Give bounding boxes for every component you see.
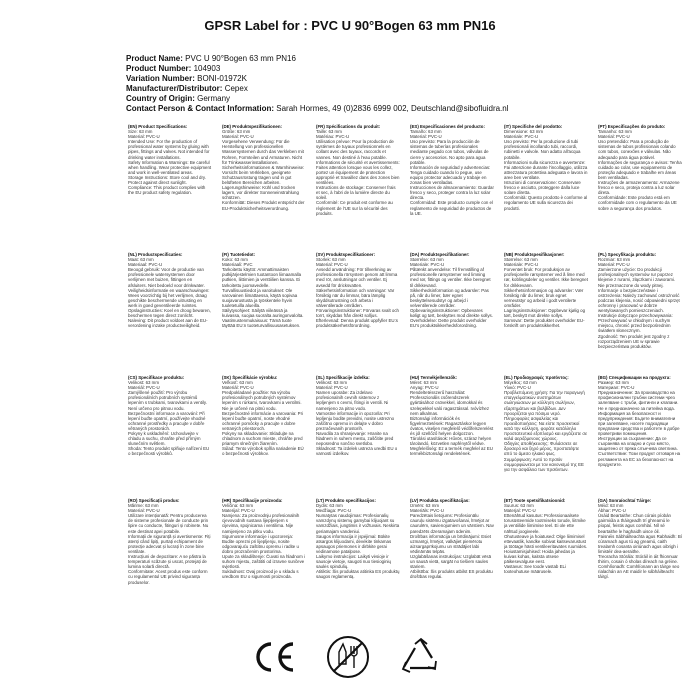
spec-line: Size: 63 mm [128,129,153,135]
spec-line: Namen uporabe: Za izdelavo profesionalnih cevnih sistemov z lepljenjem s cevmi, fitingi in ventili. Ni namenjeno za pitno vodo. [316,390,389,411]
spec-line: Bezpečnostné informácie a varovania: Pri lepení buďte opatrní, noste vhodné ochranné pomôcky a pracujte v dobre vetraných priestoroch. [222,410,304,431]
product-info [126,54,666,115]
spec-line: Opbevaringsinstruktioner: Opbevares køligt og tørt, beskyttes mod direkte sollys. [410,308,493,319]
spec-line: Lagringsinstruksjoner: Oppbevar kjølig og tørt, beskytt mot direkte sollys. [504,308,586,319]
spec-line: Matériau: PVC-U [316,134,350,140]
spec-section-header: (EN) Product Specifications: [128,124,188,129]
spec-line: Materijal: PVC-U [222,508,255,514]
spec-line: Material: PVC-U [222,134,254,140]
spec-line: Paredzētais lietojums: Profesionālu cauruļu sistēmu izgatavošanai, līmējot ar caurulēm, savienojumiem un vārstiem. Nav paredzēts dzeramajam ūdenim. [410,513,494,534]
spec-line: Treoracha Stórála: Stóráil in áit fhionnuar thirim, cosain ó sholas díreach na gréine. [598,554,679,565]
spec-section [128,124,212,248]
spec-line: Säkerhetsinformation och varningar: Var försiktig när du limmar, bära lämplig skyddsutrustning och arbeta i välventilerade områden. [316,287,395,308]
spec-line: Úsáid Beartaithe: Chun córais píobán gairmiúla a tháirgeadh trí ghreamú le píopaí, feistis agus comhlaí. Níl sé beartaithe le haghaidh uisce óil. [598,513,671,534]
spec-line: Размер: 63 mm [598,380,629,386]
spec-line: Säilytysohjeet: Säilytä viileässä ja kuivassa, suojaa suoralta auringonvalolta. [222,308,304,319]
spec-line: Sukladnost: Ovaj proizvod je u skladu s uredbom EU o sigurnosti proizvoda. [222,569,299,580]
spec-line: Laikymo instrukcijos: Laikyti vėsioje ir sausoje vietoje, saugoti nuo tiesioginių saulės spindulių. [316,554,391,570]
spec-line: Veľkosť: 63 mm [222,380,253,386]
spec-line: Mărime: 63 mm [128,503,159,509]
not-food-safe-icon [323,634,373,680]
spec-section-header: (HR) Specifikacije proizvoda: [222,498,283,503]
spec-line: Conformidade: Este produto está em conformidade com o regulamento da UE sobre a segurança dos produtos. [598,195,677,211]
spec-section-header: (SK) Špecifikácie výrobku: [222,375,278,380]
spec-line: Instrucciones de almacenamiento: Guardar fresco y seco, proteger contra la luz solar directa. [410,185,494,201]
spec-section-header: (ES) Especificaciones del producto: [410,124,485,129]
spec-line: Efterlevnad: Denna produkt uppfyller EU:s produktsäkerhetsförordning. [316,318,399,329]
recycling-icon [396,634,446,680]
spec-line: Uso previsto: Per la produzione di tubi professionali incollando tubi, raccordi, rubinetti e valvole. Non adatto all'acqua potabile. [504,139,581,160]
spec-line: Предназначение: За производство на професионални тръбни системи чрез залепване с тръби, фитинги и клапани. Не е предназначено за питейна вода. [598,390,679,411]
spec-line: Shoda: Tento produkt splňuje nařízení EU o bezpečnosti výrobků. [128,446,210,457]
spec-line: Sikkerhetsinformasjon og advarsler: Vær forsiktig når du limer, bruk egnet verneutstyr og arbeid i godt ventilerte områder. [504,287,584,308]
spec-line: Samsvar: Dette produktet overholder EU-forskrift om produktsikkerhet. [504,318,585,329]
spec-line: Storage Instructions: Store cool and dry. Protect against direct sunlight. [128,174,207,186]
product-info-value: BONI-01972K [197,74,247,84]
product-info-row [126,64,666,74]
spec-section [504,124,588,248]
spec-section [316,375,400,494]
spec-line: Zamýšlené použití: Pro výrobu profesionálních potrubních systémů lepením s trubkami, tvarovkami a ventily. Není určeno pro pitnou vodu. [128,390,207,411]
spec-line: Informations de sécurité et avertissements: Faites attention lorsque vous les collez, portez un équipement de protection approprié et travaillez dans des zones bien ventilées. [316,159,400,186]
spec-line: Sicherheitsinformationen & Warnhinweise: Vorsicht beim Verkleben, geeignete Schutzausrüstung tragen und in gut belüfteten Bereichen arbeiten. [222,164,305,186]
product-info-label: Contact Person & Contact Information: [126,104,275,114]
spec-section [222,375,306,494]
product-info-value: PVC U 90°Bogen 63 mm PN16 [185,54,296,63]
spec-line: Storlek: 63 mm [316,257,346,263]
spec-line: Méret: 63 mm [410,380,438,386]
spec-line: Uzglabāšanas instrukcijas: Uzglabāt vēsā un sausā vietā, sargāt no tiešiem saules stariem. [410,554,492,570]
spec-section [222,124,306,248]
spec-section [316,124,400,248]
spec-section [222,252,306,371]
spec-line: Vorgesehene Verwendung: Für die Herstellung von professionellen Wassersystemen durch das Verkleben mit Rohren, Formteilen und Armaturen. Nicht für Trinkwasserinstallationen. [222,139,304,165]
spec-line: Material: PVC-U [128,134,160,140]
spec-line: Overholdelse: Dette produkt overholder EU's produktsikkerhedsforordning. [410,318,487,329]
spec-line: Atbilstība: Šis produkts atbilst ES produktu drošības regulai. [410,569,493,580]
spec-line: Turvallisuustiedot ja varoitukset: Ole varovainen liimattaessa, käytä sopivaa suojavarustusta ja työskentele hyvin tuuletetuilla alueilla. [222,287,298,308]
product-info-value: Cepex [224,84,248,94]
spec-line: Informazioni sulla sicurezza e avvertenze: Fai attenzione durante l'incollaggio, utilizza attrezzatura protettiva adeguata e lavora in aree ben ventilate. [504,159,588,180]
spec-line: Lagerungshinweise: Kühl und trocken lagern, vor direkter Sonneneinstrahlung schützen. [222,185,299,201]
spec-line: Skladnost: Ta izdelek ustreza uredbi EU o varnosti izdelkov. [316,446,398,457]
product-info-value: Germany [197,94,231,104]
spec-section [410,252,494,371]
spec-line: Instrucțiuni de depozitare: A se păstra la temperaturi scăzute și uscat, protejați de lumina solară directă. [128,554,207,570]
spec-section-header: (LT) Produkto specifikacijos: [316,498,376,503]
spec-line: Upute za skladištenje: Čuvati na hladnom i suhom mjestu, zaštititi od izravne sunčeve svjetlosti. [222,554,305,570]
spec-section [598,498,682,621]
spec-line: Atitiktis: Šis produktas atitinka ES produktų saugos reglamentą. [316,569,400,580]
spec-line: Πληροφορίες ασφαλείας και προειδοποιήσεις: Να είστε προσεκτικοί κατά την κόλληση, φοράτε κατάλληλο προστατευτικό εξοπλισμό και εργάζεστε σε καλά αεριζόμενους χώρους. [504,415,588,442]
spec-line: Varnostne informacije in opozorila: Pri lepljenju bodite previdni, nosite ustrezno zaščitno opremo in delajte v dobro prezračevanih prostorih. [316,410,395,431]
spec-section [410,124,494,248]
spec-section-header: (SL) Specifikacije izdelka: [316,375,370,380]
spec-line: Съответствие: Този продукт отговаря на регламента на ЕС за безопасност на продуктите. [598,451,681,467]
spec-line: Sigurnosne informacije i upozorenja: Budite oprezni pri lijepljenju, nosite odgovarajuću zaštitnu opremu i radite u dobro prozračenim prostorima. [222,533,299,554]
spec-line: Megfelelőség: Ez a termék megfelel az EU termékbiztonsági rendeletének. [410,446,493,457]
spec-section-header: (NL) Productspecificaties: [128,252,183,257]
spec-line: Pokyny na skladovanie: Skladujte na chladnom a suchom mieste, chráňte pred priamym slnečným žiarením. [222,431,303,447]
spec-line: Förvaringsinstruktioner: Förvaras svalt och torrt, skyddas från direkt solljus. [316,308,399,319]
spec-line: Uso previsto: Para la producción de sistemas de tuberías profesionales mediante pegado con tubos, válvulas de cierre y accesorios. No apto para agua potable. [410,139,489,165]
spec-line: Informacje o bezpieczeństwie i ostrzeżenia: Należy zachować ostrożność podczas klejenia, nosić odpowiedni sprzęt ochronny i pracować w dobrze wentylowanych pomieszczeniach. [598,287,680,314]
spec-line: Utilisation prévue: Pour la production de systèmes de tuyaux professionnels en collant avec des tuyaux, raccords et vannes. Non destiné à l'eau potable. [316,139,394,160]
spec-line: Velikost: 63 mm [316,380,347,386]
spec-section-header: (FI) Tuotetiedot: [222,252,256,257]
product-info-row [126,74,666,84]
spec-line: Προβλεπόμενη χρήση: Για την παραγωγή επαγγελματικών συστημάτων σωληνώσεων με κόλληση σωλήνων, εξαρτημάτων και βαλβίδων. Δεν προορίζεται για πόσιμο νερό. [504,390,585,416]
spec-section-header: (CS) Specifikace produktu: [128,375,185,380]
spec-section-header: (SV) Produktspecifikationer: [316,252,376,257]
spec-line: Ettenähtud kasutus: Professionaalsete torusüsteemide tootmiseks torude, liitmike ja ventiilide liimimise teel. Ei ole ette nähtud joogiveele. [504,513,586,534]
spec-line: Tárolási utasítások: Hűvös, száraz helyen tárolandó, közvetlen napfénytől védve. [410,436,492,447]
spec-section-header: (LV) Produkta specifikācijas: [410,498,470,503]
spec-line: Uso pretendido: Para a produção de sistemas de tubos profissionais colando com tubos, conexões e válvulas. Não adequado para água potável. [598,139,676,160]
spec-line: Istruzioni di conservazione: Conservare fresco e asciutto, proteggere dalla luce solare diretta. [504,180,581,196]
spec-line: Comhlíonadh: Comhlíonann an táirge seo rialachán an AE maidir le sábháilteacht táirgí. [598,564,680,580]
spec-section-header: (PT) Especificações do produto: [598,124,666,129]
spec-section [504,498,588,621]
spec-section-header: (NB) Produktspesifikasjoner: [504,252,565,257]
spec-section-header: (FR) Spécifications du produit: [316,124,381,129]
spec-section [598,124,682,248]
spec-line: Anyag: PVC-U [410,385,439,391]
spec-section [410,375,494,494]
spec-line: Conformitate: Acest produs este conform cu regulamentul UE privind siguranța produselor. [128,569,208,585]
spec-section-header: (BG) Спецификации на продукта: [598,375,671,380]
spec-section-header: (DE) Produktspezifikationen: [222,124,283,129]
spec-section [128,375,212,494]
spec-line: Drošības informācija un brīdinājumi: Esiet uzmanīgi, līmējot, valkājiet piemērotu aizsargaprīkojumu un strādājiet labi vēdināmās telpās. [410,533,492,554]
spec-line: Materiál: PVC-U [128,385,160,391]
spec-line: Intended Use: For the production of professional water systems by gluing with pipes, fittings and valves. Not intended for drinking water installations. [128,139,210,160]
spec-section-header: (DA) Produktspecifikationer: [410,252,470,257]
spec-line: Informações de segurança e avisos: Tenha cuidado ao colar, use equipamento de proteção adequado e trabalhe em áreas bem ventiladas. [598,159,682,180]
spec-line: Navodila za shranjevanje: Hranite na hladnem in suhem mestu, zaščitite pred neposredno sončno svetlobo. [316,431,394,447]
spec-section-header: (EL) Προδιαγραφές προϊόντος: [504,375,569,380]
spec-section-header: (HU) Termékjellemzők: [410,375,458,380]
spec-line: Numatytas naudojimas: Profesionalių vamzdynų sistemų gamybai klijuojant su vamzdžiais, jungtimis ir vožtuvais. Neskirta geriamajam vandeniui. [316,513,400,534]
spec-line: Ábhar: PVC-U [598,508,626,514]
spec-section-header: (GA) Sonraíochtaí Táirge: [598,498,652,503]
page-title: GPSR Label for : PVC U 90°Bogen 63 mm PN16 [204,18,496,33]
spec-line: Zamierzone użycie: Do produkcji profesjonalnych systemów rur poprzez klejenie z rurami, złączkami i zaworami. Nie przeznaczone do wody pitnej. [598,267,676,288]
spec-line: Dydis: 63 mm [316,503,343,509]
spec-line: Conformidad: Este producto cumple con el reglamento de seguridad de productos de la UE. [410,200,493,216]
spec-section [598,375,682,494]
spec-line: Velikost: 63 mm [128,380,159,386]
spec-line: Taille: 63 mm [316,129,342,135]
spec-line: Materiale: PVC-U [410,262,445,268]
product-info-label: Product Name: [126,54,183,63]
spec-section [410,498,494,621]
product-info-row [126,54,666,64]
spec-line: Compliance: This product complies with the EU product safety regulation. [128,185,206,196]
spec-line: Инструкции за съхранение: Да се съхранява на хладно и сухо място, защитено от пряка слънчева светлина. [598,436,678,452]
spec-line: Ohutusteave ja hoiatused: Olge liimimisel ettevaatlik, kandke sobivat kaitsevarustust ja töötage hästi ventileeritavates ruumides. [504,533,588,549]
spec-line: Súlad: Tento výrobok spĺňa nariadenie EÚ o bezpečnosti výrobkov. [222,446,304,457]
spec-line: Namjena: Za proizvodnju profesionalnih cjevovodnih sustava lijepljenjem s cijevima, spojnicama i ventilima. Nije namijenjeno za pitku vodu. [222,513,300,534]
spec-line: Συμμόρφωση: Αυτό το προϊόν συμμορφώνεται με τον κανονισμό της ΕΕ για την ασφάλεια των προϊόντων. [504,456,584,472]
spec-section [504,375,588,494]
spec-line: Påtænkt anvendelse: Til fremstilling af professionelle rørsystemer ved limning med rør, fittings og ventiler. Ikke beregnet til drikkevand. [410,267,491,288]
spec-line: Konformität: Dieses Produkt entspricht der EU-Produktsicherheitsverordnung. [222,200,305,211]
spec-line: Información de seguridad y advertencias: Tenga cuidado cuando lo pegue, use equipo protector adecuado y trabaje en zonas bien ventiladas. [410,164,491,186]
spec-line: Tamanho: 63 mm [598,129,632,135]
spec-line: Medžiaga: PVC-U [316,508,352,514]
spec-line: Faisnéis Sábháilteachta agus Rabhaidh: Bí cúramach agus tú ag greamú, caith trealamh cosanta oiriúnach agus oibrigh i limistéir dea-aeraithe. [598,533,682,554]
spec-line: Material: PVC-U [598,134,630,140]
spec-line: Veiligheidsinformatie en waarschuwingen: Wees voorzichtig bij het verlijmen, draag geschikte beschermende uitrusting en werk in goed geventileerde ruimtes. [128,287,210,308]
product-info-value: 104903 [193,64,221,74]
spec-line: Saugos informacija ir įspėjimai: Būkite atsargūs klijuodami, dėvėkite tinkamas apsaugos priemones ir dirbkite gerai vėdinamose patalpose. [316,533,392,554]
spec-line: Méid: 63 mm [598,503,624,509]
spec-line: Zgodność: Ten produkt jest zgodny z rozporządzeniem UE w sprawie bezpieczeństwa produktów. [598,333,670,349]
spec-line: Avsedd användning: För tillverkning av professionella rörsystem genom att limma med rör, anslutningar och ventiler. Ej avsedd för dricksvatten. [316,267,398,288]
spec-section-header: (ET) Toote spetsifikatsioonid: [504,498,566,503]
product-info-label: Country of Origin: [126,94,195,104]
spec-section [128,498,212,621]
spec-line: Größe: 63 mm [222,129,251,135]
spec-line: Vaatimustenmukaisuus: Tämä tuote täyttää EU:n tuoteturvallisuusasetuksen. [222,318,301,329]
spec-section-header: (RO) Specificații produs: [128,498,180,503]
spec-line: Materiał: PVC-U [598,262,630,268]
spec-section [504,252,588,371]
spec-line: Instrukcje dotyczące przechowywania: Przechowywać w chłodnym i suchym miejscu, chronić przed bezpośrednim światłem słonecznym. [598,313,673,334]
spec-line: Veličina: 63 mm [222,503,253,509]
product-info-label: Manufacturer/Distributor: [126,84,223,94]
spec-line: Tamaño: 63 mm [410,129,442,135]
spec-line: Instruções de armazenamento: Armazene fresco e seco, proteja contra a luz solar direta. [598,180,680,196]
spec-line: Instructions de stockage: Conserver frais et sec, à l'abri de la lumière directe du soleil. [316,185,396,201]
spec-line: Οδηγίες αποθήκευσης: Φυλάσσετε σε δροσερό και ξηρό μέρος, προστατέψτε από το άμεσο ηλιακό φως. [504,441,580,457]
spec-line: Opslaginstructies: Koel en droog bewaren, beschermen tegen direct zonlicht. [128,308,211,319]
spec-section [598,252,682,371]
spec-line: Materiāls: PVC-U [410,508,444,514]
spec-line: Material: PVC-U [410,134,442,140]
spec-line: Rozmiar: 63 mm [598,257,631,263]
spec-line: Conformité: Ce produit est conforme au règlement de l'UE sur la sécurité des produits. [316,200,393,216]
spec-line: Informații de siguranță și avertismente: Fiți atenți când lipiți, purtați echipament de protecție adecvat și lucrați în zone bine ventilate. [128,533,211,554]
spec-line: Predpokladané použitie: Na výrobu profesionálnych potrubných systémov lepením s rúrkami, tvarovkami a ventilmi. Nie je určené na pitnú vodu. [222,390,302,411]
spec-line: Pokyny k uskladnění: Uchovávejte v chladu a suchu, chraňte před přímým slunečním světlem. [128,431,201,447]
spec-line: Rendeltetésszerű használat: Professzionális csőrendszerek gyártásához csövekkel, idomokkal és szelepekkel való ragasztással. Ivóvízhez nem alkalmas. [410,390,490,416]
spec-line: Utilizare intenționată: Pentru producerea de sisteme profesionale de conducte prin lipire cu conducte, fitinguri și robinete. Nu este destinat apei potabile. [128,513,209,534]
spec-line: Forventet bruk: For produksjon av profesjonelle rørsystemer ved å lime med rør, koblingsdeler og ventiler. Ikke beregnet for drikkevann. [504,267,588,288]
spec-line: Koko: 63 mm [222,257,248,263]
spec-line: Vastavus: See toode vastab ELi tooteohutuse määrusele. [504,564,566,575]
product-info-label: Product Number: [126,64,192,74]
spec-line: Materjal: PVC-U [504,508,536,514]
spec-line: Bezpečnostní informace a varování: Při lepení buďte opatrní, používejte vhodné ochranné prostředky a pracujte v dobře větraných prostorách. [128,410,206,431]
spec-section [128,252,212,371]
spec-line: Beoogd gebruik: Voor de productie van professionele watersystemen door verlijmen met buizen, fittingen en afsluiters. Niet bedoeld voor drinkwater. [128,267,205,288]
spec-line: Størrelse: 63 mm [504,257,538,263]
spec-line: Izmērs: 63 mm [410,503,440,509]
spec-line: Υλικό: PVC-U [504,385,531,391]
spec-line: Conformità: Questo prodotto è conforme al regolamento UE sulla sicurezza dei prodotti. [504,195,588,211]
spec-line: Maat: 63 mm [128,257,154,263]
product-info-row [126,84,666,94]
spec-section-header: (IT) Specifiche del prodotto: [504,124,563,129]
spec-line: Информация за безопасност и предупреждения: Бъдете внимателни при залепване, носете подходящи предпазни средства и работете в добре проветриви помещения. [598,410,680,437]
spec-section [316,498,400,621]
spec-line: Materiaali: PVC [222,262,253,268]
spec-line: Material: PVC-U [316,385,348,391]
ce-mark-icon [250,634,300,680]
spec-line: Størrelse: 63 mm [410,257,444,263]
spec-line: Материал: PVC-U [598,385,635,391]
spec-line: Tarkoitettu käyttö: Ammattimaisten putkijärjestelmien tuotantoon liimaamalla putkien, liittimien ja venttiilien kanssa. Ei tarkoitettu juomavedelle. [222,267,302,288]
product-info-row [126,94,666,104]
spec-section [316,252,400,371]
spec-line: Μέγεθος: 63 mm [504,380,537,386]
spec-line: Material: PVC-U [128,508,160,514]
spec-line: Sikkerhedsinformation og advarsler: Pas på, når du limer, bær egnet beskyttelsesudstyr og arbejd i velventilerede områder. [410,287,489,308]
spec-line: Materiale: PVC-U [504,262,539,268]
spec-line: Material: PVC-U [316,262,348,268]
product-info-value: Sarah Hormes, 49 (0)2836 6999 002, Deutschland@sibofluidra.nl [276,104,509,114]
spec-line: Safety Information & Warnings: Be careful when handling. Wear protective equipment and work in well-ventilated areas. [128,159,212,175]
spec-line: Materiál: PVC-U [222,385,254,391]
spec-line: Dimensione: 63 mm [504,129,544,135]
spec-section [222,498,306,621]
spec-section-header: (PL) Specyfikacja produktu: [598,252,657,257]
spec-line: Naleving: Dit product voldoet aan de EU-verordening inzake productveiligheid. [128,318,208,329]
spec-line: Materiaal: PVC-U [128,262,163,268]
product-info-label: Variation Number: [126,74,195,84]
spec-line: Suurus: 63 mm [504,503,534,509]
spec-line: Hoiustamisjuhised: Hoida jahedas ja kuivas kohas, kaitsta otsese päikesevalguse eest. [504,548,575,565]
specification-grid [128,124,688,621]
spec-line: Materiale: PVC-U [504,134,539,140]
spec-line: Biztonsági információk és figyelmeztetések: Ragasztáskor legyen óvatos, viseljen megfelelő védőfelszerelést és jól szellőző helyen dolgozzon. [410,415,494,437]
product-info-row [126,104,666,114]
